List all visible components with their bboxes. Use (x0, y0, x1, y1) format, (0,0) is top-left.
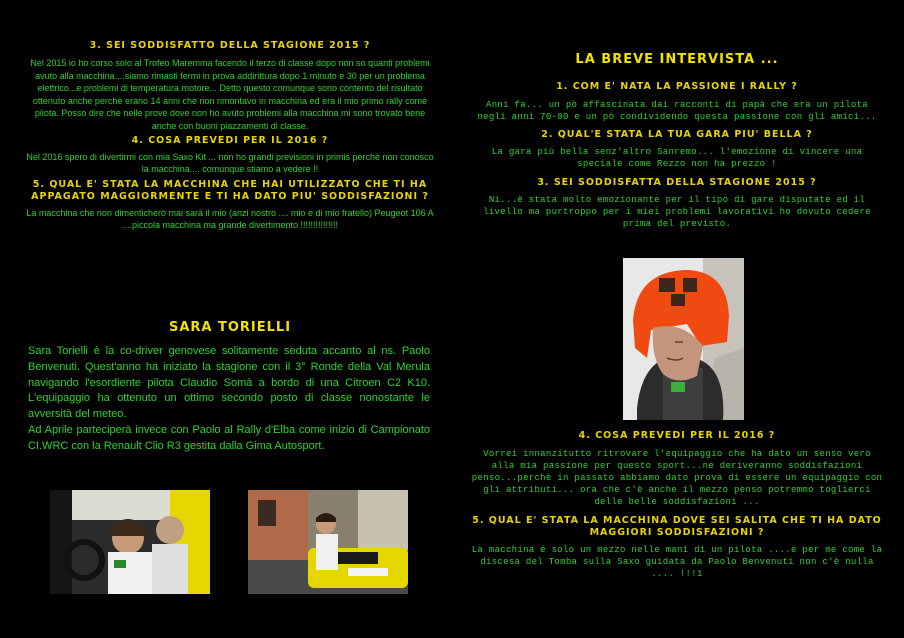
answer-3-text: Nel 2015 io ho corso solo al Trofeo Maremma facendo il terzo di classe dopo non so quanti problemi avuto alla macchina....siamo rimasti fermi in prova addirittura dopo 1 minuto e 30 per un problema elettrico...e problemi di temperatura motore... Detto questo comunque sono contento del risultato ottenuto anche perchè erano 14 anni che non rimontavo in macchina ed era il mio primo rally come pilota. Posso dire che nelle prove dove non ho avuto problemi alla macchina mi sono trovato bene anche con buoni piazzamenti di classe. (30, 58, 430, 131)
answer-3-text-right: Ni...è stata molto emozionante per il tipo di gare disputate ed il livello ma purtroppo per i miei problemi lavorativi ho dovuto cedere prima del previsto. (483, 195, 871, 229)
question-1-heading: 1. COM E' NATA LA PASSIONE I RALLY ? (556, 81, 798, 92)
profile-name-heading: SARA TORIELLI (168, 320, 292, 335)
profile-bio (28, 344, 430, 455)
helmet-portrait-photo (623, 258, 744, 420)
answer-4-text-right: Vorrei innanzitutto ritrovare l'equipaggio che ha dato un senso vero alla mia passione per questo sport...ne deriveranno soddisfazioni penso...perchè in passato abbiamo dato prova di essere un equipaggio con gli attributi... ora che c'è anche il mezzo penso potremmo togliercі delle belle soddisfazioni ... (471, 449, 883, 507)
question-4-heading: 4. COSA PREVEDI PER IL 2016 ? (131, 134, 329, 146)
question-5-heading-right: 5. QUAL E' STATA LA MACCHINA DOVE SEI SALITA CHE TI HA DATO MAGGIORI SODDISFAZIONI ? (472, 515, 882, 538)
answer-5-text-right: La macchina è solo un mezzo nelle mani di un pilota ....e per me come la discesa del Tomba sulla Saxo guidata da Paolo Benvenuti non c'è nulla .... !!!1 (471, 545, 883, 579)
question-3-heading-right: 3. SEI SODDISFATTA DELLA STAGIONE 2015 ? (537, 177, 817, 188)
bio-paragraph-1: Sara Torielli è la co-driver genovese solitamente seduta accanto al ns. Paolo Benvenuti. Quest'anno ha iniziato la stagione con il 3° Ronde della Val Merula navigando l'esordiente pilota Claudio Somà a bordo di una Citroen C2 K10. L'equipaggio ha ottenuto un ottimo secondo posto di classe nonostante le avversità del meteo. (28, 345, 430, 421)
interview-title: LA BREVE INTERVISTA ... (575, 52, 779, 67)
answer-2-text: La gara più bella senz'altro Sanremo... l'emozione di vincere una speciale come Rezzo non ha prezzo ! (491, 147, 863, 169)
car-photo (248, 490, 408, 594)
question-5-heading: 5. QUAL E' STATA LA MACCHINA CHE HAI UTILIZZATO CHE TI HA APPAGATO MAGGIORMENTE E TI HA DATO PIU' SODDISFAZIONI ? (31, 178, 429, 202)
cockpit-photo (50, 490, 210, 594)
right-column (470, 0, 884, 230)
answer-5-text: La macchina che non dimenticherò mai sarà il mio (anzi nostro .... mio e di mio fratello) Peugeot 106 A ....piccola macchina ma grande divertimento !!!!!!!!!!!!!!! (26, 207, 434, 231)
bio-paragraph-2: Ad Aprile parteciperà invece con Paolo al Rally d'Elba come inizio di Campionato CI.WRC con la Renault Clio R3 gestita dalla Gima Autosport. (28, 423, 430, 452)
left-column (24, 0, 436, 232)
right-column-lower (470, 430, 884, 580)
question-3-heading: 3. SEI SODDISFATTO DELLA STAGIONE 2015 ? (89, 40, 371, 51)
question-4-heading-right: 4. COSA PREVEDI PER IL 2016 ? (578, 430, 776, 441)
answer-4-text: Nel 2016 spero di divertirmi con mia Saxo Kit ... non ho grandi previsioni in primis perchè non conosco la macchina.... comunque stiamo a vedere !! (26, 151, 434, 175)
question-2-heading: 2. QUAL'E STATA LA TUA GARA PIU' BELLA ? (541, 129, 813, 140)
answer-1-text: Anni fa... un pò affascinata dai racconti di papà che era un pilota negli anni 70-80 e un pò condividendo questa passione con gli amici... (477, 100, 877, 122)
